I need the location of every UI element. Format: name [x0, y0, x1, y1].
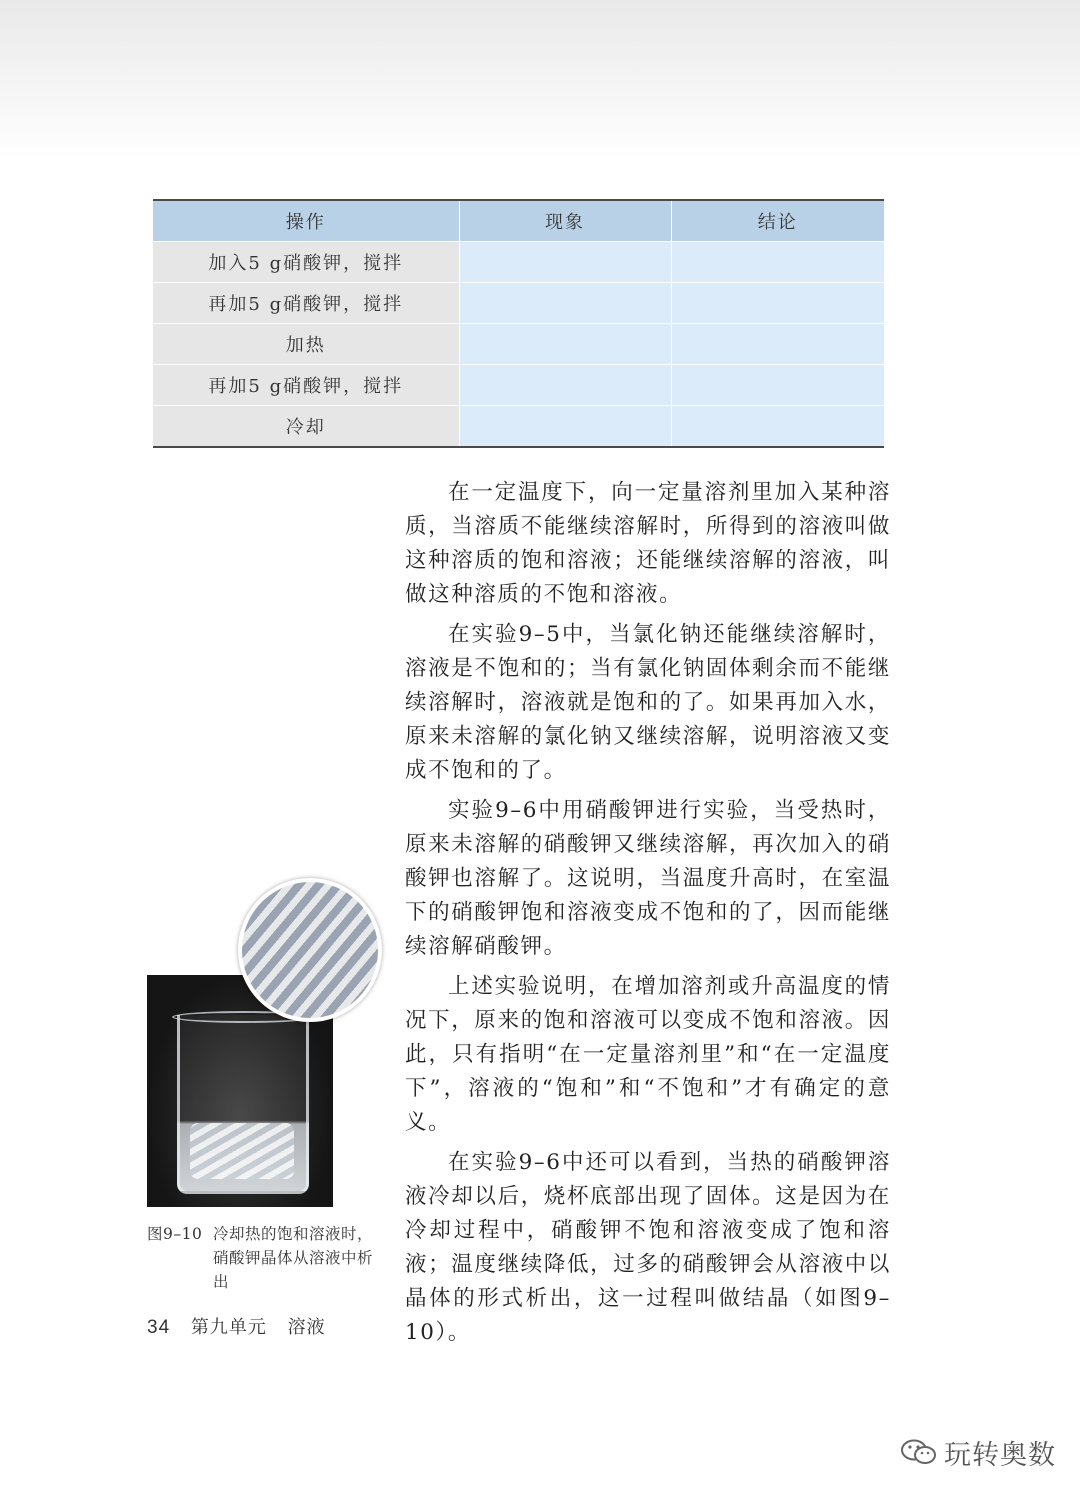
- operation-cell: 加热: [153, 324, 459, 365]
- phenomenon-cell: [459, 365, 671, 406]
- table-header-row: [153, 200, 884, 242]
- operation-cell: 加入5 g硝酸钾，搅拌: [153, 242, 459, 283]
- phenomenon-cell: [459, 242, 671, 283]
- table-row: [153, 242, 884, 283]
- caption-line-2: 硝酸钾晶体从溶液中析出: [213, 1249, 374, 1291]
- table-row: [153, 324, 884, 365]
- conclusion-cell: [671, 406, 884, 448]
- page-top-shade: [0, 0, 1080, 160]
- phenomenon-cell: [459, 324, 671, 365]
- beaker-image: [177, 1015, 309, 1194]
- caption-line-1: 冷却热的饱和溶液时，: [213, 1225, 374, 1243]
- crystal-closeup-image: [238, 878, 382, 1022]
- paragraph: 在实验9–6中还可以看到，当热的硝酸钾溶液冷却以后，烧杯底部出现了固体。这是因为在冷却过程中，硝酸钾不饱和溶液变成了饱和溶液；温度继续降低，过多的硝酸钾会从溶液中以晶体的形式析出，这一过程叫做结晶（如图9–10）。: [405, 1150, 891, 1345]
- conclusion-cell: [671, 242, 884, 283]
- conclusion-cell: [671, 324, 884, 365]
- table-row: [153, 365, 884, 406]
- conclusion-cell: [671, 283, 884, 324]
- figure-number: 图9–10: [147, 1225, 203, 1243]
- paragraph: 在一定温度下，向一定量溶剂里加入某种溶质，当溶质不能继续溶解时，所得到的溶液叫做这种溶质的饱和溶液；还能继续溶解的溶液，叫做这种溶质的不饱和溶液。: [405, 480, 891, 607]
- conclusion-cell: [671, 365, 884, 406]
- body-text: [405, 476, 891, 1356]
- page-footer: [147, 1313, 326, 1339]
- table-row: [153, 283, 884, 324]
- paragraph: 上述实验说明，在增加溶剂或升高温度的情况下，原来的饱和溶液可以变成不饱和溶液。因此，只有指明“在一定量溶剂里”和“在一定温度下”，溶液的“饱和”和“不饱和”才有确定的意义。: [405, 974, 891, 1135]
- phenomenon-cell: [459, 283, 671, 324]
- operation-cell: 冷却: [153, 406, 459, 448]
- crystals-image: [190, 1123, 294, 1179]
- topic-title: 溶液: [287, 1317, 326, 1338]
- figure-caption: [147, 1222, 387, 1294]
- header-operation: 操作: [153, 200, 459, 242]
- paragraph: 实验9–6中用硝酸钾进行实验，当受热时，原来未溶解的硝酸钾又继续溶解，再次加入的硝酸钾也溶解了。这说明，当温度升高时，在室温下的硝酸钾饱和溶液变成不饱和的了，因而能继续溶解硝酸钾。: [405, 798, 891, 959]
- paragraph: 在实验9–5中，当氯化钠还能继续溶解时，溶液是不饱和的；当有氯化钠固体剩余而不能继续溶解时，溶液就是饱和的了。如果再加入水，原来未溶解的氯化钠又继续溶解，说明溶液又变成不饱和的了。: [405, 622, 891, 783]
- table-row: [153, 406, 884, 448]
- phenomenon-cell: [459, 406, 671, 448]
- unit-title: 第九单元: [190, 1317, 267, 1338]
- wechat-icon: [900, 1438, 938, 1466]
- header-phenomenon: 现象: [459, 200, 671, 242]
- experiment-table: [153, 199, 884, 448]
- header-conclusion: 结论: [671, 200, 884, 242]
- operation-cell: 再加5 g硝酸钾，搅拌: [153, 283, 459, 324]
- page-number: 34: [147, 1317, 171, 1338]
- watermark: [900, 1432, 1056, 1472]
- watermark-text: 玩转奥数: [944, 1439, 1056, 1471]
- operation-cell: 再加5 g硝酸钾，搅拌: [153, 365, 459, 406]
